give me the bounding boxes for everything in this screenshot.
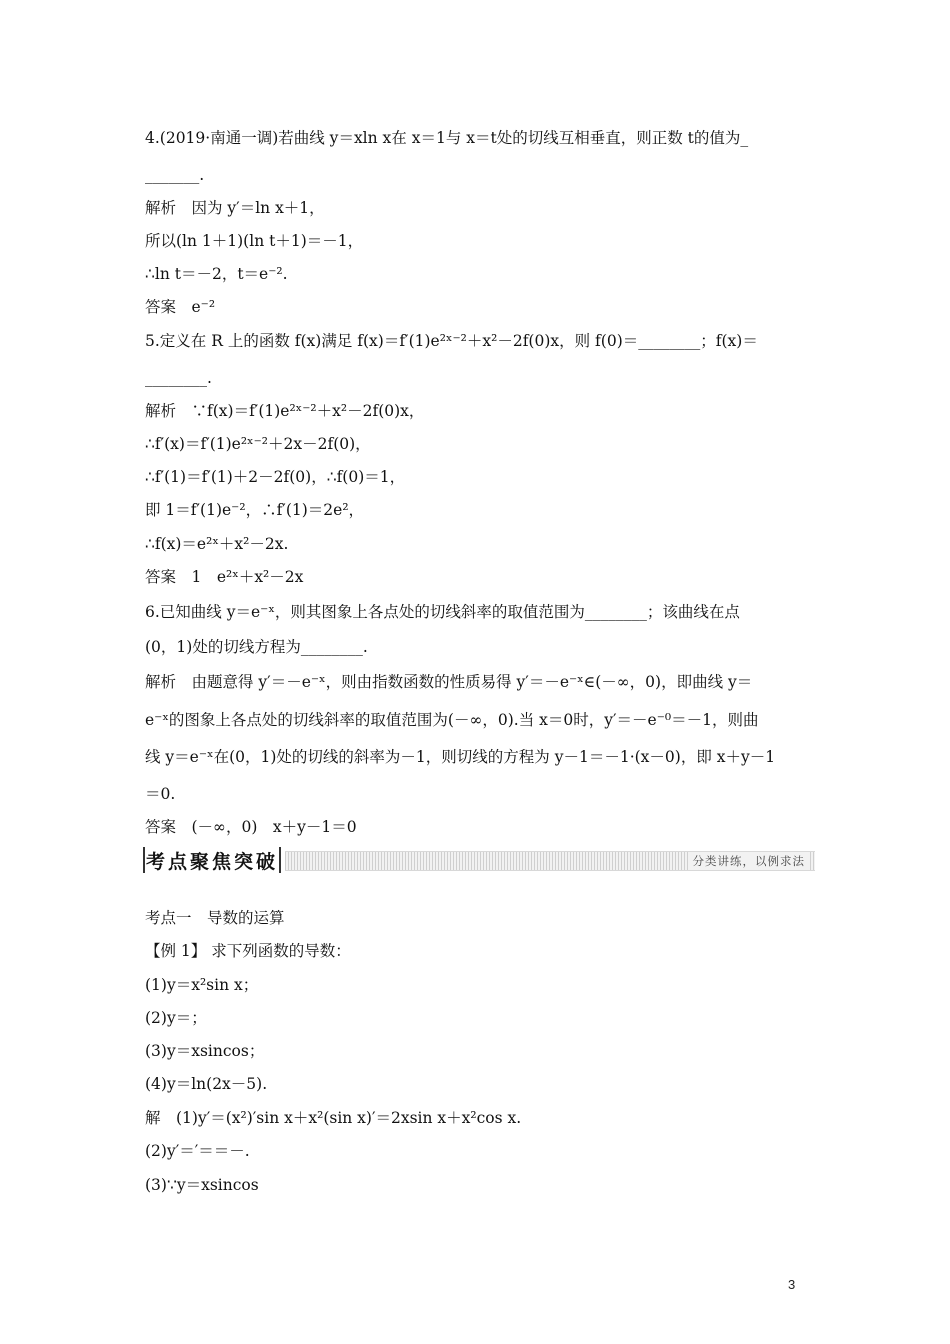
problem-6-line-2: (0，1)处的切线方程为________.: [145, 638, 368, 656]
solution-6-line-3: 线 y＝e⁻ˣ在(0，1)处的切线的斜率为－1，则切线的方程为 y－1＝－1·(x－0)，即 x＋y－1: [145, 748, 776, 766]
example-1-item-1: (1)y＝x²sin x；: [145, 976, 259, 994]
example-1-item-4: (4)y＝ln(2x－5).: [145, 1075, 268, 1093]
problem-4-line-2: _______.: [145, 166, 205, 184]
solution-5-line-3: ∴f′(1)＝f′(1)＋2－2f(0)，∴f(0)＝1，: [145, 468, 406, 486]
problem-6-line-1: 6.已知曲线 y＝e⁻ˣ，则其图象上各点处的切线斜率的取值范围为________；该曲线在点: [145, 603, 740, 621]
solution-6-line-1: 解析 由题意得 y′＝－e⁻ˣ，则由指数函数的性质易得 y′＝－e⁻ˣ∈(－∞，0)，即曲线 y＝: [145, 673, 753, 691]
solution-5-line-2: ∴f′(x)＝f′(1)e²ˣ⁻²＋2x－2f(0)，: [145, 435, 371, 453]
solution-5-line-5: ∴f(x)＝e²ˣ＋x²－2x.: [145, 535, 289, 553]
section-banner-tag: 分类讲练，以例求法: [689, 852, 810, 870]
answer-4: 答案 e⁻²: [145, 298, 216, 316]
problem-5-line-1: 5.定义在 R 上的函数 f(x)满足 f(x)＝f′(1)e²ˣ⁻²＋x²－2f(0)x，则 f(0)＝________；f(x)＝: [145, 332, 758, 350]
problem-5-line-2: ________.: [145, 369, 212, 387]
example-1-item-2: (2)y＝；: [145, 1009, 207, 1027]
solution-4-line-2: 所以(ln 1＋1)(ln t＋1)＝－1，: [145, 232, 364, 250]
section-banner-title: 考点聚焦突破: [143, 847, 281, 873]
page-number: 3: [788, 1277, 796, 1292]
solution-5-line-1: 解析 ∵f(x)＝f′(1)e²ˣ⁻²＋x²－2f(0)x，: [145, 402, 425, 420]
solution-6-line-2: e⁻ˣ的图象上各点处的切线斜率的取值范围为(－∞，0).当 x＝0时，y′＝－e⁻⁰＝－1，则曲: [145, 711, 759, 729]
solution-4-line-3: ∴ln t＝－2，t＝e⁻².: [145, 265, 288, 283]
solution-6-line-4: ＝0.: [145, 785, 176, 803]
example-1-solution-2: (2)y′＝′＝＝－.: [145, 1142, 250, 1160]
section-banner-strip: [285, 851, 815, 871]
problem-4-line-1: 4.(2019·南通一调)若曲线 y＝xln x在 x＝1与 x＝t处的切线互相垂直，则正数 t的值为_: [145, 129, 749, 147]
example-1-solution-3: (3)∵y＝xsincos: [145, 1176, 259, 1194]
solution-5-line-4: 即 1＝f′(1)e⁻²，∴f′(1)＝2e²，: [145, 501, 365, 519]
section-banner: [143, 847, 815, 873]
solution-4-line-1: 解析 因为 y′＝ln x＋1，: [145, 199, 325, 217]
example-1-solution-1: 解 (1)y′＝(x²)′sin x＋x²(sin x)′＝2xsin x＋x²cos x.: [145, 1109, 522, 1127]
topic-heading: 考点一 导数的运算: [145, 909, 285, 927]
answer-5: 答案 1 e²ˣ＋x²－2x: [145, 568, 304, 586]
answer-6: 答案 (－∞，0) x＋y－1＝0: [145, 818, 357, 836]
example-1-item-3: (3)y＝xsincos；: [145, 1042, 265, 1060]
example-1-heading: 【例 1】 求下列函数的导数：: [145, 942, 351, 960]
